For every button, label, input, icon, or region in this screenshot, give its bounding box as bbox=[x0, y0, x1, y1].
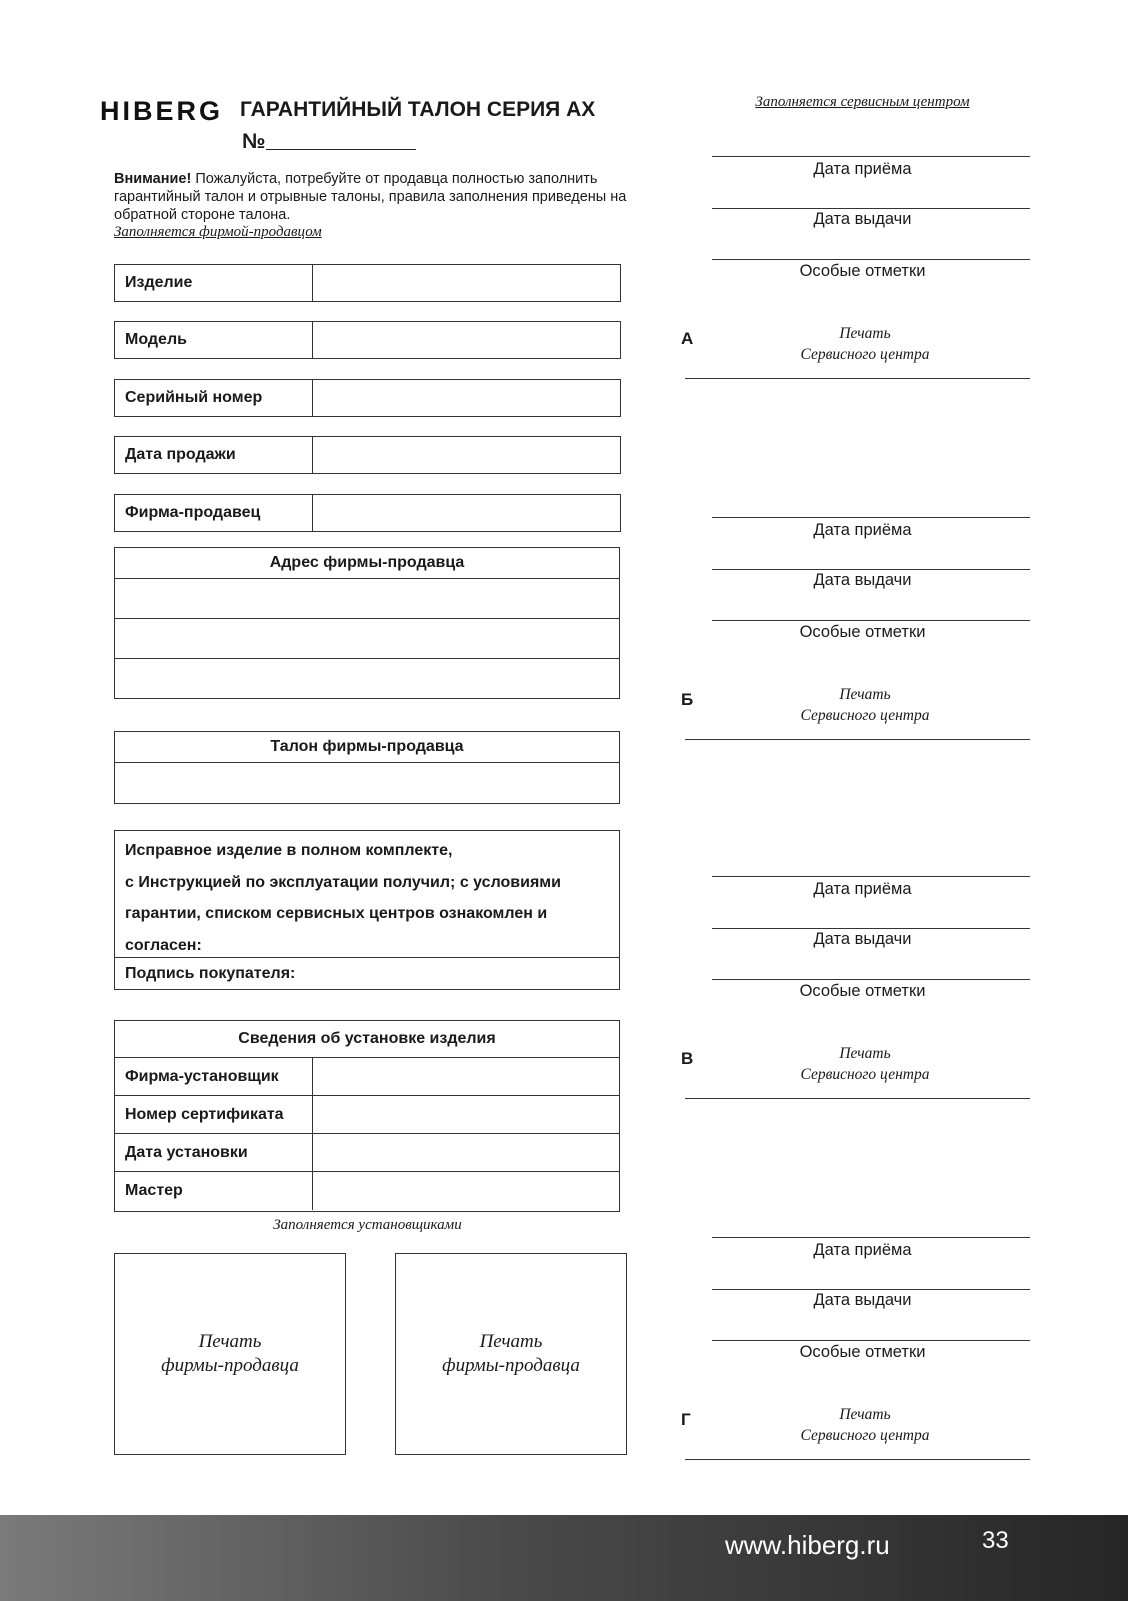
special-notes-label: Особые отметки bbox=[799, 623, 926, 641]
seller-address-line[interactable] bbox=[115, 619, 619, 659]
service-stamp-label bbox=[760, 1404, 970, 1446]
seller-coupon-title: Талон фирмы-продавца bbox=[115, 732, 619, 763]
stamp-label: фирмы-продавца bbox=[442, 1355, 580, 1376]
notice-lead: Внимание! bbox=[114, 171, 192, 187]
service-line bbox=[712, 208, 1030, 209]
number-label: № bbox=[242, 130, 266, 153]
stamp-label: Печать bbox=[198, 1331, 262, 1352]
section-divider bbox=[685, 1098, 1030, 1099]
section-divider bbox=[685, 739, 1030, 740]
section-letter: Б bbox=[681, 690, 694, 709]
footer-bar bbox=[0, 1515, 1128, 1601]
master-field[interactable] bbox=[313, 1172, 619, 1210]
stamp-label: Сервисного центра bbox=[800, 1427, 930, 1444]
service-line bbox=[712, 156, 1030, 157]
installer-label: Фирма-установщик bbox=[115, 1058, 313, 1095]
issued-date-label: Дата выдачи bbox=[813, 1291, 912, 1309]
stamp-label: Сервисного центра bbox=[800, 346, 930, 363]
document-title: ГАРАНТИЙНЫЙ ТАЛОН СЕРИЯ АХ bbox=[240, 98, 596, 121]
product-field[interactable] bbox=[313, 265, 620, 301]
service-line bbox=[712, 979, 1030, 980]
master-row bbox=[115, 1172, 619, 1210]
section-divider bbox=[685, 378, 1030, 379]
received-date-label: Дата приёма bbox=[813, 160, 912, 178]
special-notes-label: Особые отметки bbox=[799, 1343, 926, 1361]
installer-field[interactable] bbox=[313, 1058, 619, 1095]
installer-row bbox=[115, 1058, 619, 1096]
certificate-field[interactable] bbox=[313, 1096, 619, 1133]
model-row bbox=[114, 321, 621, 359]
stamp-label: Печать bbox=[479, 1331, 543, 1352]
serial-row bbox=[114, 379, 621, 417]
seller-row bbox=[114, 494, 621, 532]
service-line bbox=[712, 876, 1030, 877]
install-date-field[interactable] bbox=[313, 1134, 619, 1171]
certificate-label: Номер сертификата bbox=[115, 1096, 313, 1133]
sale-date-field[interactable] bbox=[313, 437, 620, 473]
section-divider bbox=[685, 1459, 1030, 1460]
notice-body: Пожалуйста, потребуйте от продавца полностью заполнить гарантийный талон и отрывные талоны, правила заполнения приведены на обратной стороне талона. bbox=[114, 171, 627, 223]
seller-address-box bbox=[114, 547, 620, 699]
stamp-label: фирмы-продавца bbox=[161, 1355, 299, 1376]
special-notes-label: Особые отметки bbox=[799, 262, 926, 280]
installation-box bbox=[114, 1020, 620, 1212]
service-stamp-label bbox=[760, 684, 970, 726]
service-line bbox=[712, 1237, 1030, 1238]
seller-field[interactable] bbox=[313, 495, 620, 531]
seller-address-line[interactable] bbox=[115, 659, 619, 699]
product-row bbox=[114, 264, 621, 302]
agreement-line: с Инструкцией по эксплуатации получил; с условиями bbox=[125, 873, 561, 891]
brand-logo: HIBERG bbox=[100, 96, 224, 126]
service-line bbox=[712, 1340, 1030, 1341]
serial-field[interactable] bbox=[313, 380, 620, 416]
seller-address-line[interactable] bbox=[115, 579, 619, 619]
sale-date-label: Дата продажи bbox=[115, 437, 313, 473]
seller-stamp-box bbox=[114, 1253, 346, 1455]
section-letter: А bbox=[681, 329, 694, 348]
received-date-label: Дата приёма bbox=[813, 521, 912, 539]
section-letter: В bbox=[681, 1049, 694, 1068]
product-label: Изделие bbox=[115, 265, 313, 301]
agreement-line: гарантии, списком сервисных центров ознакомлен и bbox=[125, 905, 548, 922]
serial-label: Серийный номер bbox=[115, 380, 313, 416]
stamp-label: Сервисного центра bbox=[800, 707, 930, 724]
seller-address-title: Адрес фирмы-продавца bbox=[115, 548, 619, 579]
filled-by-installers-note: Заполняется установщиками bbox=[273, 1217, 462, 1233]
buyer-signature-field[interactable]: Подпись покупателя: bbox=[125, 964, 296, 982]
agreement-box bbox=[114, 830, 620, 990]
seller-label: Фирма-продавец bbox=[115, 495, 313, 531]
master-label: Мастер bbox=[115, 1172, 313, 1210]
stamp-label: Печать bbox=[839, 686, 891, 703]
certificate-row bbox=[115, 1096, 619, 1134]
sale-date-row bbox=[114, 436, 621, 474]
website-link[interactable]: www.hiberg.ru bbox=[725, 1530, 890, 1560]
filled-by-service-center-note: Заполняется сервисным центром bbox=[755, 94, 970, 110]
received-date-label: Дата приёма bbox=[813, 880, 912, 898]
notice-text bbox=[114, 170, 634, 224]
service-stamp-label bbox=[760, 1043, 970, 1085]
service-line bbox=[712, 928, 1030, 929]
service-line bbox=[712, 517, 1030, 518]
number-field[interactable] bbox=[266, 149, 416, 150]
received-date-label: Дата приёма bbox=[813, 1241, 912, 1259]
stamp-label: Печать bbox=[839, 1406, 891, 1423]
model-label: Модель bbox=[115, 322, 313, 358]
issued-date-label: Дата выдачи bbox=[813, 210, 912, 228]
agreement-text bbox=[115, 831, 619, 958]
service-stamp-label bbox=[760, 323, 970, 365]
service-line bbox=[712, 620, 1030, 621]
section-letter: Г bbox=[681, 1410, 691, 1429]
issued-date-label: Дата выдачи bbox=[813, 930, 912, 948]
stamp-label: Сервисного центра bbox=[800, 1066, 930, 1083]
special-notes-label: Особые отметки bbox=[799, 982, 926, 1000]
filled-by-seller-note: Заполняется фирмой-продавцом bbox=[114, 224, 322, 240]
issued-date-label: Дата выдачи bbox=[813, 571, 912, 589]
stamp-label: Печать bbox=[839, 1045, 891, 1062]
seller-coupon-line[interactable] bbox=[115, 763, 619, 803]
installation-title: Сведения об установке изделия bbox=[115, 1021, 619, 1058]
install-date-label: Дата установки bbox=[115, 1134, 313, 1171]
seller-stamp-box bbox=[395, 1253, 627, 1455]
service-line bbox=[712, 569, 1030, 570]
agreement-line: согласен: bbox=[125, 936, 202, 954]
stamp-label: Печать bbox=[839, 325, 891, 342]
agreement-line: Исправное изделие в полном комплекте, bbox=[125, 842, 453, 859]
model-field[interactable] bbox=[313, 322, 620, 358]
service-line bbox=[712, 259, 1030, 260]
service-line bbox=[712, 1289, 1030, 1290]
page-number: 33 bbox=[982, 1527, 1009, 1554]
install-date-row bbox=[115, 1134, 619, 1172]
seller-coupon-box bbox=[114, 731, 620, 804]
